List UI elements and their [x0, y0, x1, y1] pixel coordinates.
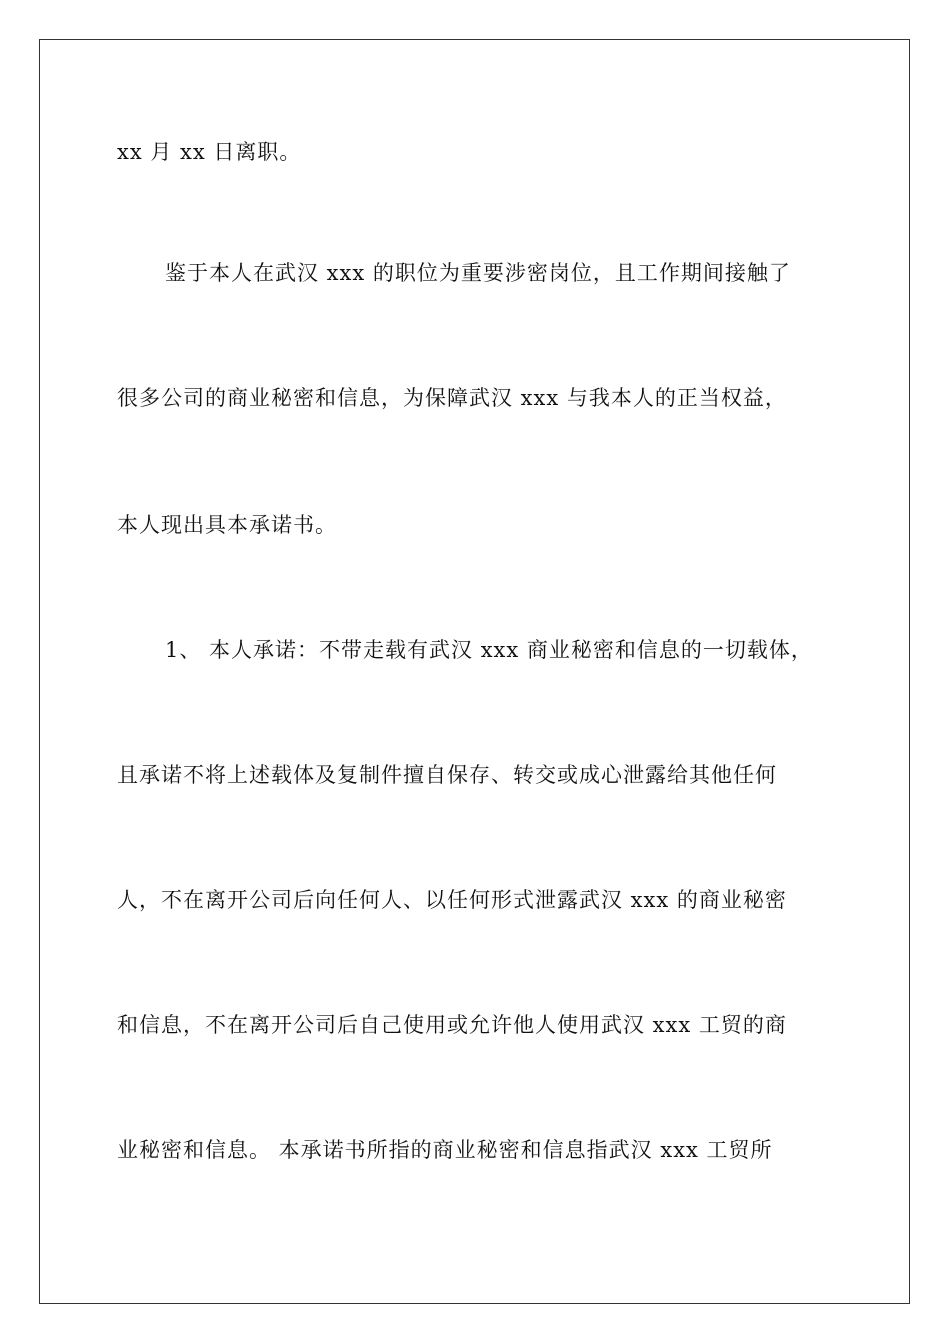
text-line-2: 鉴于本人在武汉 xxx 的职位为重要涉密岗位，且工作期间接触了 [165, 261, 791, 285]
text-line-8: 和信息，不在离开公司后自己使用或允许他人使用武汉 xxx 工贸的商 [117, 1013, 787, 1037]
text-line-9: 业秘密和信息。 本承诺书所指的商业秘密和信息指武汉 xxx 工贸所 [117, 1138, 773, 1162]
text-line-7: 人，不在离开公司后向任何人、以任何形式泄露武汉 xxx 的商业秘密 [117, 888, 787, 912]
text-line-1: xx 月 xx 日离职。 [117, 140, 302, 164]
text-line-3: 很多公司的商业秘密和信息，为保障武汉 xxx 与我本人的正当权益， [117, 386, 787, 410]
text-line-4: 本人现出具本承诺书。 [117, 513, 337, 537]
text-line-5: 1、 本人承诺：不带走载有武汉 xxx 商业秘密和信息的一切载体， [165, 638, 813, 662]
text-line-6: 且承诺不将上述载体及复制件擅自保存、转交或成心泄露给其他任何 [117, 763, 777, 787]
page-border [39, 39, 910, 1304]
